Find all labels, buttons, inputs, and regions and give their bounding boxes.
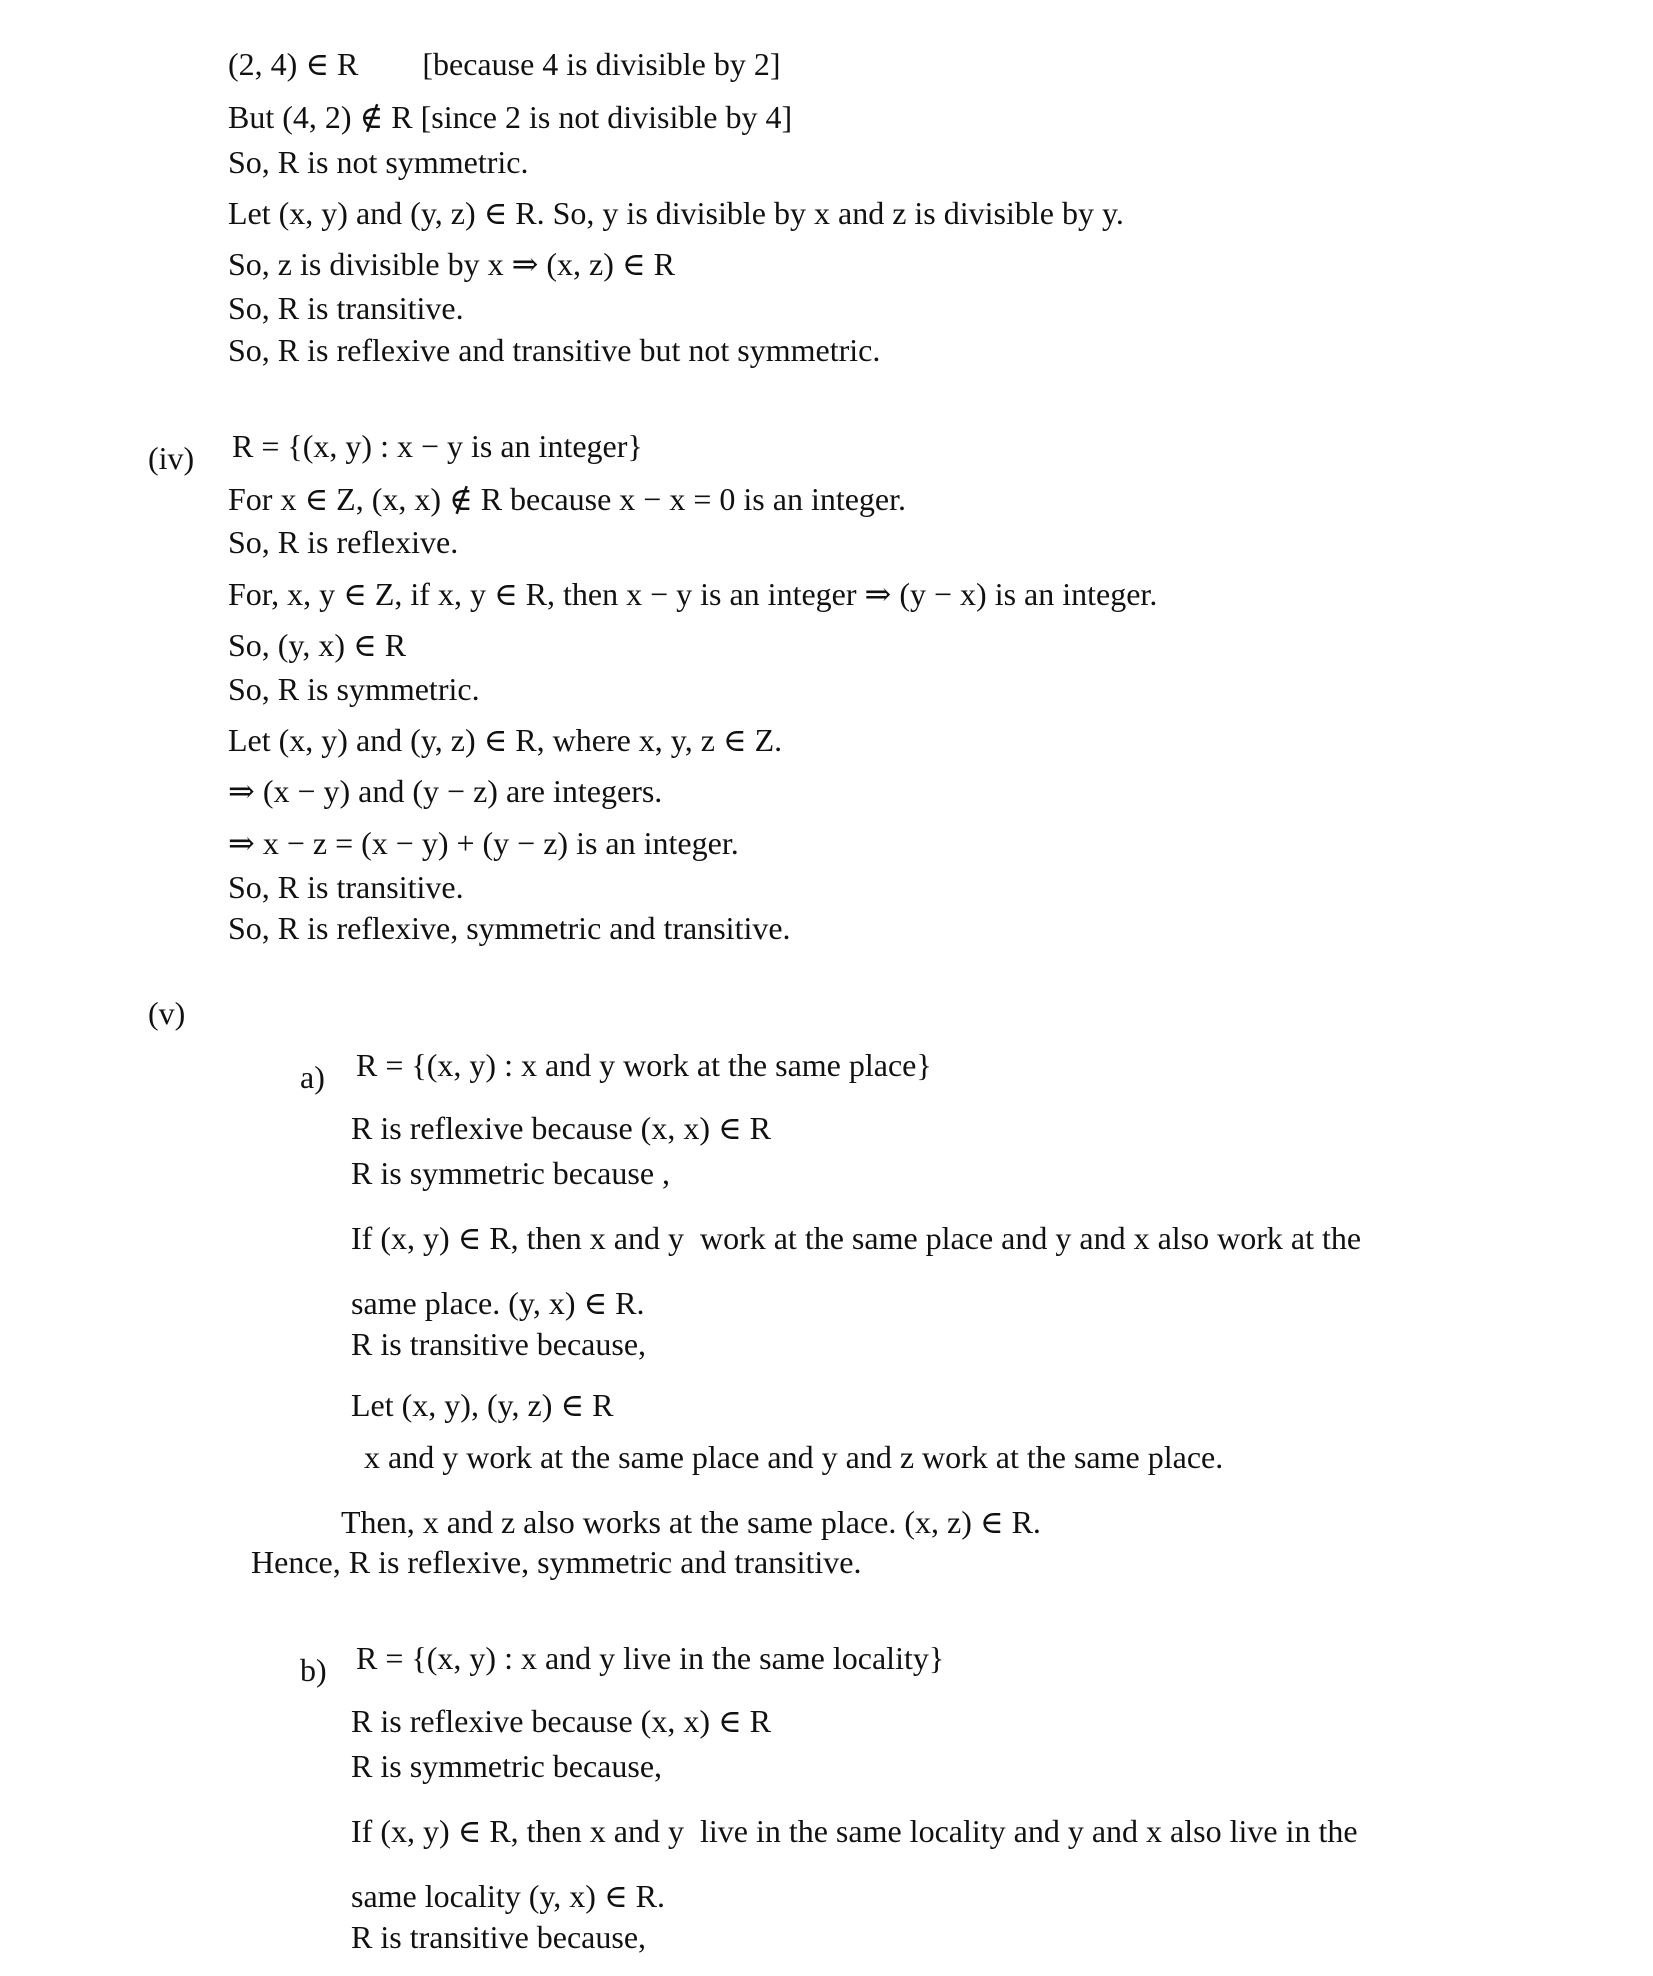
text-line: So, R is reflexive and transitive but not symmetric.: [228, 332, 881, 368]
text-line: If (x, y) ∈ R, then x and y work at the same place and y and x also work at the: [351, 1220, 1362, 1256]
text-line: ⇒ (x − y) and (y − z) are integers.: [228, 773, 663, 809]
text-line: Then, x and z also works at the same place. (x, z) ∈ R.: [341, 1504, 1041, 1540]
math-definition: R = {(x, y) : x and y work at the same place}: [356, 1047, 932, 1083]
subsection-label-b: b): [300, 1652, 327, 1688]
text-line: R is reflexive because (x, x) ∈ R: [351, 1703, 771, 1739]
text-line: So, (y, x) ∈ R: [228, 627, 407, 663]
text-line: Let (x, y) and (y, z) ∈ R, where x, y, z ∈ Z.: [228, 722, 783, 758]
text-line: So, R is transitive.: [228, 290, 464, 326]
text-line: (2, 4) ∈ R [because 4 is divisible by 2]: [228, 46, 781, 82]
text-line: So, R is not symmetric.: [228, 144, 529, 180]
text-line: R is transitive because,: [351, 1919, 647, 1955]
text-line: So, R is symmetric.: [228, 671, 480, 707]
section-label-v: (v): [148, 995, 186, 1031]
text-line: If (x, y) ∈ R, then x and y live in the same locality and y and x also live in the: [351, 1813, 1358, 1849]
text-line: Hence, R is reflexive, symmetric and transitive.: [251, 1544, 862, 1580]
text-line: R is transitive because,: [351, 1326, 647, 1362]
text-line: same locality (y, x) ∈ R.: [351, 1878, 665, 1914]
text-line: R is symmetric because ,: [351, 1155, 671, 1191]
subsection-label-a: a): [300, 1059, 325, 1095]
text-line: So, R is transitive.: [228, 869, 464, 905]
section-label-iv: (iv): [148, 440, 195, 476]
text-line: same place. (y, x) ∈ R.: [351, 1285, 645, 1321]
text-line: So, R is reflexive.: [228, 524, 459, 560]
text-line: So, z is divisible by x ⇒ (x, z) ∈ R: [228, 246, 675, 282]
text-line: ⇒ x − z = (x − y) + (y − z) is an integer.: [228, 825, 739, 861]
text-line: Let (x, y), (y, z) ∈ R: [351, 1387, 614, 1423]
text-line: x and y work at the same place and y and z work at the same place.: [364, 1439, 1224, 1475]
math-definition: R = {(x, y) : x and y live in the same locality}: [356, 1640, 945, 1676]
text-line: R is symmetric because,: [351, 1748, 663, 1784]
text-line: R is reflexive because (x, x) ∈ R: [351, 1110, 771, 1146]
text-line: But (4, 2) ∉ R [since 2 is not divisible by 4]: [228, 99, 793, 135]
text-line: For x ∈ Z, (x, x) ∉ R because x − x = 0 is an integer.: [228, 481, 907, 517]
text-line: For, x, y ∈ Z, if x, y ∈ R, then x − y is an integer ⇒ (y − x) is an integer.: [228, 576, 1158, 612]
text-line: Let (x, y) and (y, z) ∈ R. So, y is divisible by x and z is divisible by y.: [228, 195, 1124, 231]
text-line: So, R is reflexive, symmetric and transitive.: [228, 910, 791, 946]
math-definition: R = {(x, y) : x − y is an integer}: [232, 428, 643, 464]
